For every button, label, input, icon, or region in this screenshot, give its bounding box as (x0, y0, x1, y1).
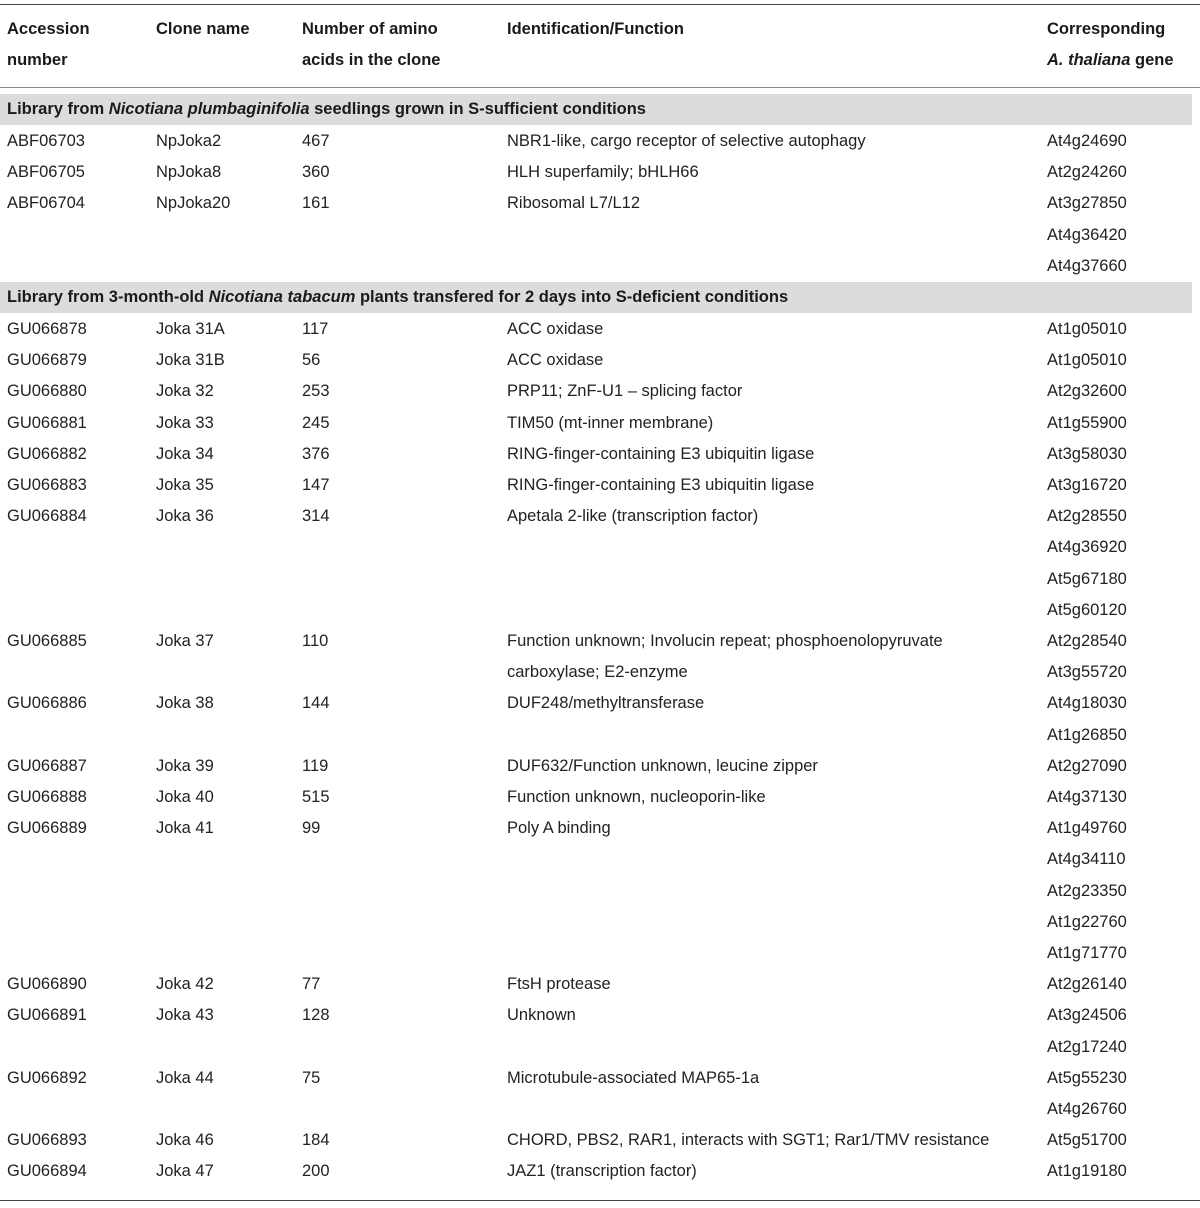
function-text: Ribosomal L7/L12 (507, 194, 640, 213)
athaliana-gene: At4g26760 (1047, 1100, 1127, 1118)
clone-name: Joka 46 (156, 1131, 214, 1150)
amino-acid-count: 253 (302, 382, 330, 401)
function-text: ACC oxidase (507, 351, 604, 370)
amino-acid-count: 75 (302, 1068, 321, 1087)
clone-name: NpJoka8 (156, 163, 222, 182)
clone-name: Joka 47 (156, 1162, 214, 1181)
function-text: Apetala 2-like (transcription factor) (507, 507, 759, 526)
section-header (0, 282, 1192, 313)
function-text: DUF248/methyltransferase (507, 694, 705, 713)
athaliana-gene: At1g26850 (1047, 725, 1127, 744)
athaliana-gene: At3g16720 (1047, 476, 1127, 494)
function-text: NBR1-like, cargo receptor of selective autophagy (507, 132, 866, 150)
athaliana-gene: At5g60120 (1047, 600, 1127, 619)
athaliana-gene: At3g58030 (1047, 444, 1127, 463)
amino-acid-count: 99 (302, 819, 321, 838)
athaliana-gene: At1g55900 (1047, 413, 1127, 432)
section-title-text: Library from 3-month-old (7, 288, 209, 306)
accession-number: GU066890 (7, 975, 87, 994)
athaliana-gene: At4g36920 (1047, 538, 1127, 557)
athaliana-gene: At2g28550 (1047, 507, 1127, 526)
athaliana-gene: At5g55230 (1047, 1068, 1127, 1087)
accession-number: GU066884 (7, 507, 87, 526)
amino-acid-count: 245 (302, 413, 330, 432)
accession-number: ABF06705 (7, 163, 85, 182)
function-text: PRP11; ZnF-U1 – splicing factor (507, 382, 743, 401)
athaliana-gene: At2g26140 (1047, 975, 1127, 994)
accession-number: GU066883 (7, 476, 87, 494)
athaliana-gene: At2g17240 (1047, 1037, 1127, 1056)
athaliana-gene: At3g55720 (1047, 663, 1127, 682)
clone-name: Joka 31B (156, 351, 225, 370)
amino-acid-count: 117 (302, 320, 329, 338)
accession-number: GU066888 (7, 788, 87, 806)
athaliana-gene: At4g18030 (1047, 694, 1127, 713)
bottom-rule (0, 1200, 1200, 1201)
header-clone-name: Clone name (156, 20, 250, 38)
function-text: Poly A binding (507, 819, 611, 838)
header-accession: Accession number (7, 20, 90, 69)
athaliana-gene: At2g23350 (1047, 881, 1127, 900)
amino-acid-count: 147 (302, 476, 330, 494)
athaliana-gene: At4g34110 (1047, 850, 1126, 869)
function-text: FtsH protease (507, 975, 611, 994)
athaliana-gene: At1g22760 (1047, 912, 1127, 931)
athaliana-gene: At2g27090 (1047, 756, 1127, 775)
clone-name: Joka 38 (156, 694, 214, 713)
accession-number: GU066894 (7, 1162, 87, 1181)
function-text: RING-finger-containing E3 ubiquitin ligase (507, 444, 815, 463)
clone-name: Joka 35 (156, 476, 214, 494)
function-text: RING-finger-containing E3 ubiquitin ligase (507, 476, 815, 494)
function-text: Function unknown, nucleoporin-like (507, 788, 766, 806)
accession-number: GU066886 (7, 694, 87, 713)
function-text: carboxylase; E2-enzyme (507, 663, 688, 682)
athaliana-gene: At2g28540 (1047, 632, 1127, 650)
section-title-text: seedlings grown in S-sufficient conditions (309, 100, 646, 118)
clone-name: Joka 33 (156, 413, 214, 432)
clone-name: Joka 36 (156, 507, 214, 526)
amino-acid-count: 467 (302, 132, 330, 150)
accession-number: GU066880 (7, 382, 87, 401)
function-text: DUF632/Function unknown, leucine zipper (507, 756, 818, 775)
athaliana-gene: At1g05010 (1047, 351, 1127, 370)
section-title-text: Library from (7, 100, 109, 118)
amino-acid-count: 144 (302, 694, 330, 713)
function-text: TIM50 (mt-inner membrane) (507, 413, 714, 432)
amino-acid-count: 314 (302, 507, 330, 526)
accession-number: GU066882 (7, 444, 87, 463)
header-function: Identification/Function (507, 20, 684, 38)
athaliana-gene: At5g67180 (1047, 569, 1127, 588)
clone-name: Joka 40 (156, 788, 214, 806)
accession-number: GU066893 (7, 1131, 87, 1150)
accession-number: GU066878 (7, 320, 87, 338)
function-text: Microtubule-associated MAP65-1a (507, 1068, 760, 1087)
header-rule (0, 87, 1200, 88)
section-header (0, 94, 1192, 125)
accession-number: GU066881 (7, 413, 87, 432)
clone-name: NpJoka2 (156, 132, 222, 150)
clone-name: Joka 42 (156, 975, 214, 994)
function-text: ACC oxidase (507, 320, 604, 338)
amino-acid-count: 77 (302, 975, 321, 994)
athaliana-gene: At1g05010 (1047, 320, 1127, 338)
athaliana-gene: At2g24260 (1047, 163, 1127, 182)
amino-acid-count: 161 (302, 194, 330, 213)
accession-number: GU066889 (7, 819, 87, 838)
amino-acid-count: 200 (302, 1162, 330, 1181)
amino-acid-count: 119 (302, 756, 329, 775)
amino-acid-count: 128 (302, 1006, 330, 1025)
athaliana-gene: At1g19180 (1047, 1162, 1127, 1181)
athaliana-gene: At4g37660 (1047, 256, 1127, 275)
athaliana-gene: At2g32600 (1047, 382, 1127, 401)
clone-name: Joka 32 (156, 382, 214, 401)
accession-number: ABF06703 (7, 132, 85, 150)
amino-acid-count: 515 (302, 788, 330, 806)
amino-acid-count: 360 (302, 163, 330, 182)
accession-number: GU066885 (7, 632, 87, 650)
clone-name: Joka 43 (156, 1006, 214, 1025)
section-title-text: plants transfered for 2 days into S-deficient conditions (355, 288, 789, 306)
athaliana-gene: At1g71770 (1047, 944, 1127, 962)
accession-number: GU066879 (7, 351, 87, 370)
clone-name: Joka 39 (156, 756, 214, 775)
athaliana-gene: At4g36420 (1047, 225, 1127, 244)
clone-name: NpJoka20 (156, 194, 231, 213)
athaliana-gene: At3g27850 (1047, 194, 1127, 213)
top-rule (0, 4, 1200, 5)
function-text: Unknown (507, 1006, 576, 1025)
athaliana-gene: At4g24690 (1047, 132, 1127, 150)
amino-acid-count: 184 (302, 1131, 330, 1150)
amino-acid-count: 110 (302, 632, 329, 650)
accession-number: GU066891 (7, 1006, 87, 1025)
header-amino-acids: Number of amino acids in the clone (302, 20, 441, 69)
athaliana-gene: At4g37130 (1047, 788, 1127, 806)
clone-name: Joka 44 (156, 1068, 214, 1087)
clone-name: Joka 41 (156, 819, 214, 838)
function-text: CHORD, PBS2, RAR1, interacts with SGT1; Rar1/TMV resistance (507, 1131, 990, 1150)
clone-name: Joka 37 (156, 632, 214, 650)
amino-acid-count: 376 (302, 444, 330, 463)
athaliana-gene: At5g51700 (1047, 1131, 1127, 1150)
function-text: HLH superfamily; bHLH66 (507, 163, 699, 182)
section-title-species: Nicotiana tabacum (208, 288, 356, 306)
function-text: JAZ1 (transcription factor) (507, 1162, 697, 1181)
function-text: Function unknown; Involucin repeat; phosphoenolopyruvate (507, 632, 943, 650)
clone-name: Joka 31A (156, 320, 225, 338)
amino-acid-count: 56 (302, 351, 321, 370)
athaliana-gene: At3g24506 (1047, 1006, 1127, 1025)
clone-name: Joka 34 (156, 444, 214, 463)
header-gene: Corresponding A. thaliana gene (1047, 20, 1174, 69)
athaliana-gene: At1g49760 (1047, 819, 1127, 838)
section-title-species: Nicotiana plumbaginifolia (108, 100, 310, 118)
accession-number: GU066887 (7, 756, 87, 775)
accession-number: GU066892 (7, 1068, 87, 1087)
accession-number: ABF06704 (7, 194, 85, 213)
